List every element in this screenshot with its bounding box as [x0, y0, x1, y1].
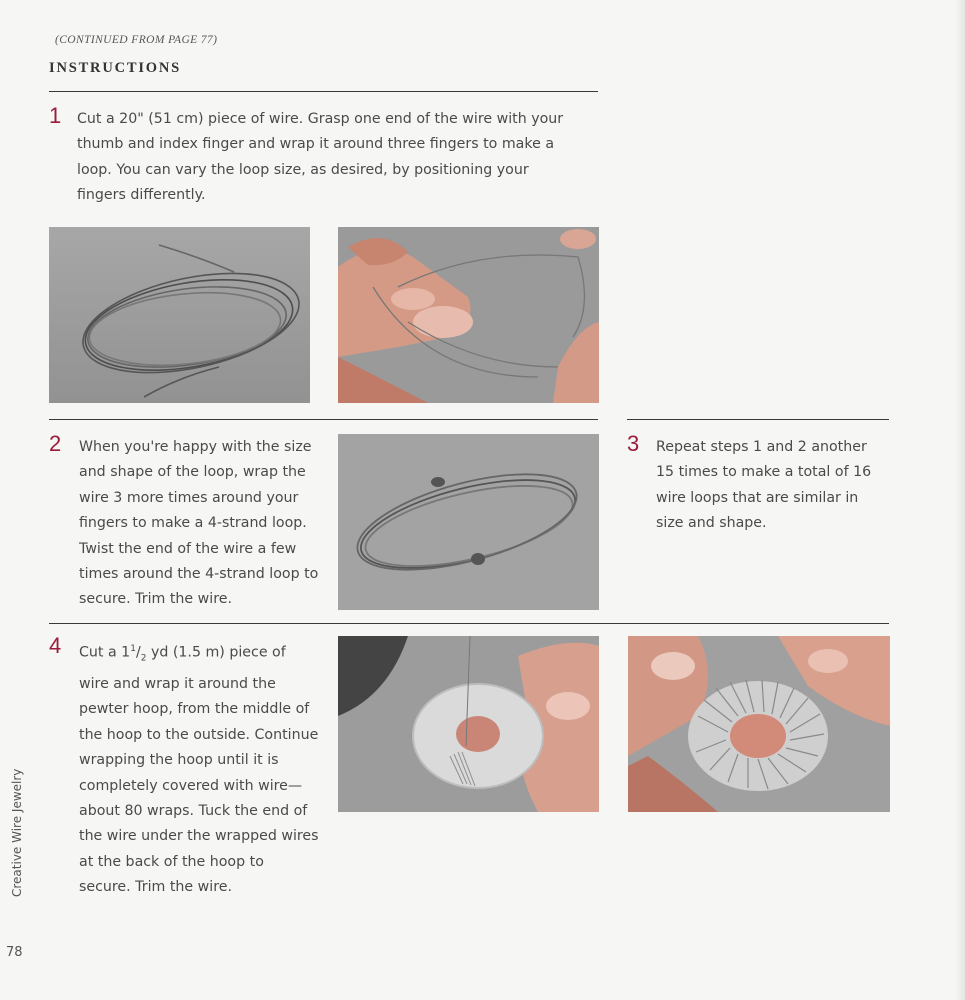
step-2-text: When you're happy with the size and shape of the loop, wrap the wire 3 more times around your fingers to make a 4-strand loop. Twist the end of the wire a few times around the 4-strand loop to secure. Trim the wire. [79, 439, 319, 608]
row-rule-left [49, 419, 598, 420]
step-3-text: Repeat steps 1 and 2 another 15 times to make a total of 16 wire loops that are similar in size and shape. [656, 439, 872, 532]
step-2-number: 2 [49, 431, 62, 456]
page-number: 78 [6, 945, 23, 960]
step-1-photo-wire-loop [49, 227, 310, 403]
step-4-number: 4 [49, 633, 62, 658]
step-4-text-start: Cut a 1 [79, 644, 131, 661]
step-4-text-rest: yd (1.5 m) piece of wire and wrap it around the pewter hoop, from the middle of the hoop to the outside. Continue wrapping the hoop until it is completely covered with wire—about 80 wraps. Tuck the end of the wire under the wrapped wires at the back of the hoop to secure. Trim the wire. [79, 644, 319, 896]
row-rule-full [49, 623, 889, 624]
step-2-photo-four-strand-loop [338, 434, 599, 610]
step-4-photo-wrapping-hoop [338, 636, 599, 812]
step-1-text: Cut a 20" (51 cm) piece of wire. Grasp one end of the wire with your thumb and index finger and wrap it around three fingers to make a loop. You can vary the loop size, as desired, by positioning your fingers differently. [77, 111, 564, 204]
step-4-fraction-denominator: 2 [140, 653, 147, 664]
section-title: INSTRUCTIONS [49, 60, 181, 76]
step-3-number: 3 [627, 431, 640, 456]
header-rule [49, 91, 598, 92]
continued-note: (CONTINUED FROM PAGE 77) [55, 34, 218, 46]
step-4-fraction-numerator: 1 [130, 644, 136, 654]
step-1-photo-hand-wrap [338, 227, 599, 403]
step-4-photo-wrapped-hoop [628, 636, 890, 812]
step-1-number: 1 [49, 103, 62, 128]
step-4-text: Cut a $1^1/_2$ yd (1.5 m) piece of wire and wrap it around the pewter hoop, from the middle of the hoop to the outside. Continue wrapping the hoop until it is completely covered with wire—about 80 wraps. Tuck the end of the wire under the wrapped wires at the back of the hoop to secure. Trim the wire. [79, 644, 319, 896]
row-rule-right [627, 419, 889, 420]
scan-edge-shadow [955, 0, 965, 1000]
book-title-side-label: Creative Wire Jewelry [10, 768, 24, 897]
